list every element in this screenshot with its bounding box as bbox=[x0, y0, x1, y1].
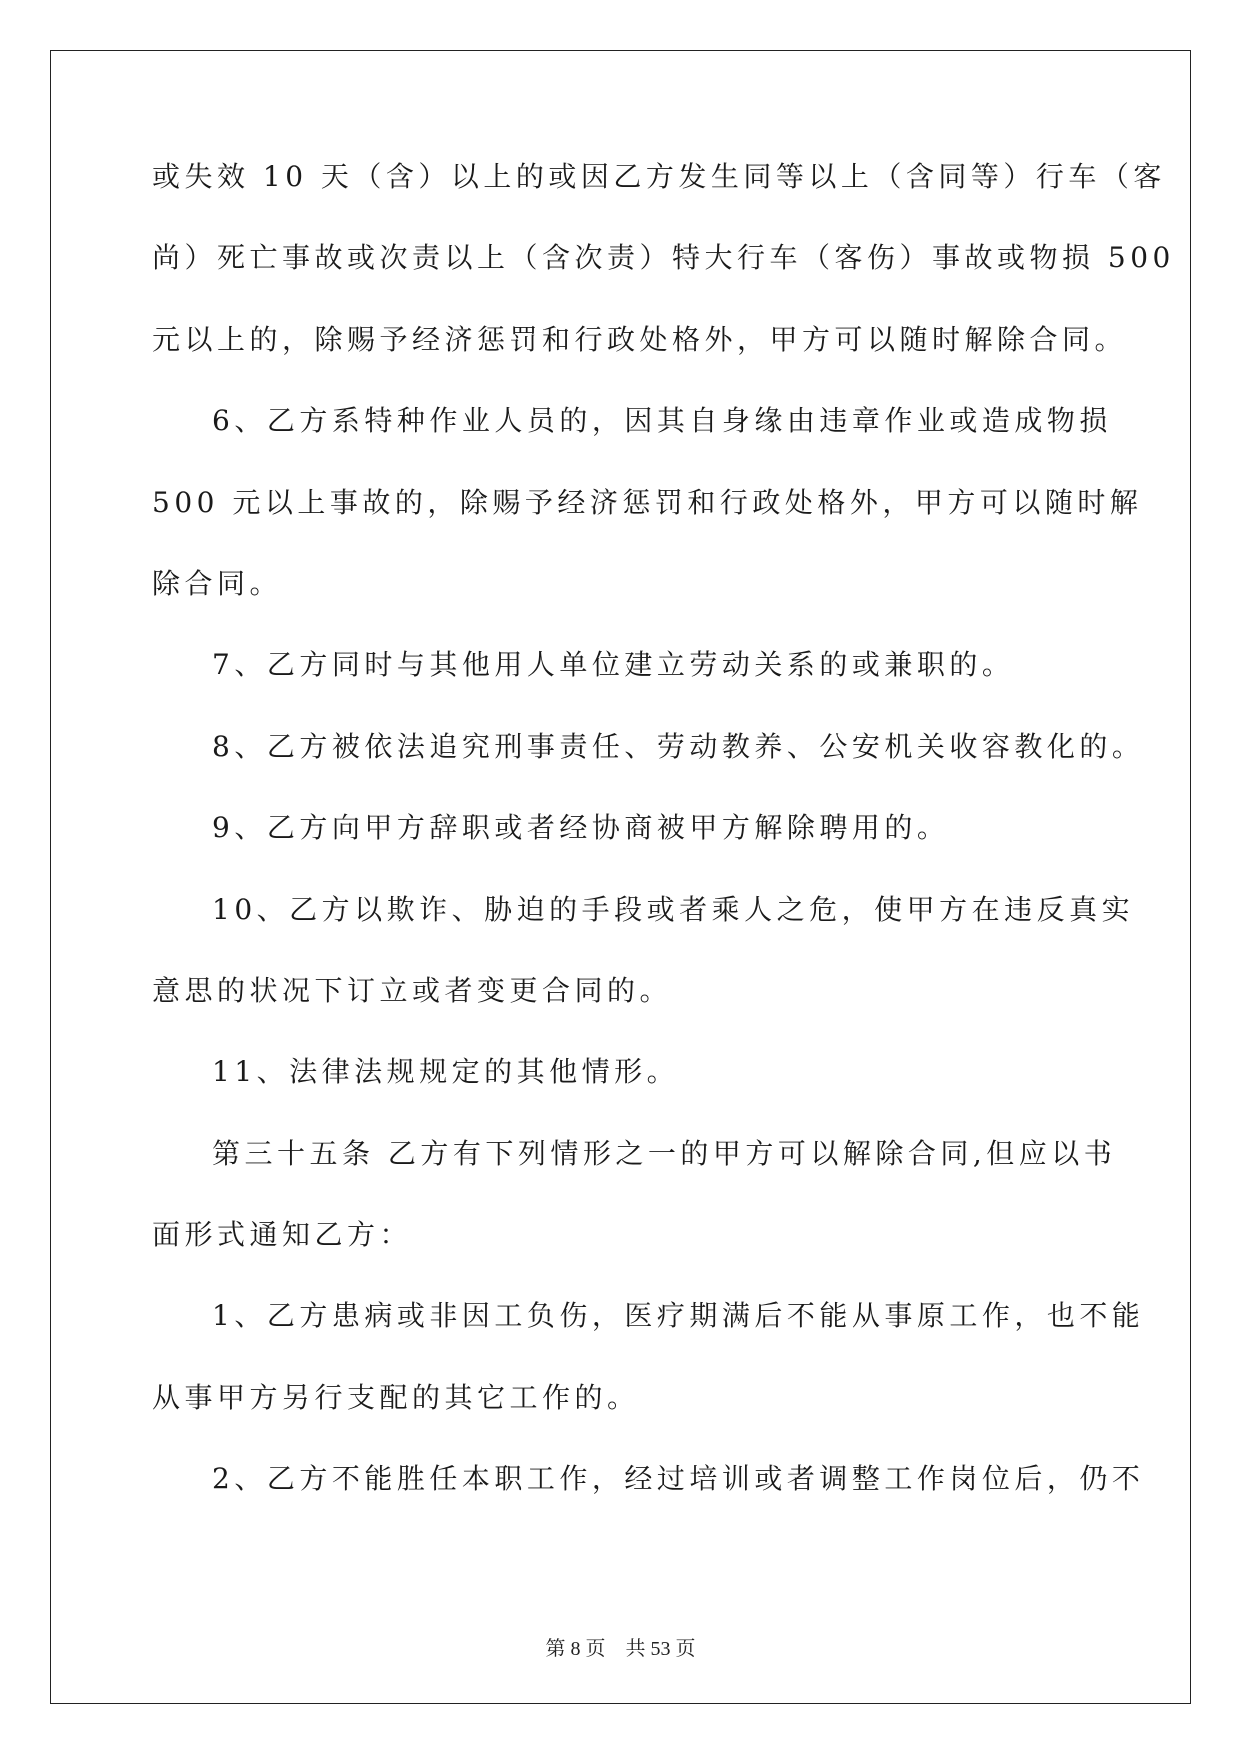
text-line: 意思的状况下订立或者变更合同的。 bbox=[152, 973, 673, 1007]
text-line: 面形式通知乙方： bbox=[152, 1218, 413, 1252]
text-line: 第三十五条 乙方有下列情形之一的甲方可以解除合同,但应以书 bbox=[212, 1136, 1117, 1170]
text-line: 9、乙方向甲方辞职或者经协商被甲方解除聘用的。 bbox=[212, 811, 950, 845]
text-line: 尚）死亡事故或次责以上（含次责）特大行车（客伤）事故或物损 500 bbox=[152, 241, 1175, 275]
text-line: 2、乙方不能胜任本职工作，经过培训或者调整工作岗位后，仍不 bbox=[212, 1462, 1145, 1496]
text-line: 8、乙方被依法追究刑事责任、劳动教养、公安机关收容教化的。 bbox=[212, 729, 1145, 763]
text-line: 500 元以上事故的，除赐予经济惩罚和行政处格外，甲方可以随时解 bbox=[152, 485, 1143, 519]
text-line: 6、乙方系特种作业人员的，因其自身缘由违章作业或造成物损 bbox=[212, 404, 1112, 438]
document-body bbox=[152, 160, 1175, 1546]
text-line: 1、乙方患病或非因工负伤，医疗期满后不能从事原工作，也不能 bbox=[212, 1299, 1145, 1333]
text-line: 元以上的，除赐予经济惩罚和行政处格外，甲方可以随时解除合同。 bbox=[152, 322, 1128, 356]
text-line: 11、法律法规规定的其他情形。 bbox=[212, 1055, 680, 1089]
text-line: 7、乙方同时与其他用人单位建立劳动关系的或兼职的。 bbox=[212, 648, 1015, 682]
text-line: 10、乙方以欺诈、胁迫的手段或者乘人之危，使甲方在违反真实 bbox=[212, 892, 1135, 926]
text-line: 或失效 10 天（含）以上的或因乙方发生同等以上（含同等）行车（客 bbox=[152, 160, 1166, 193]
page-number-footer: 第 8 页 共 53 页 bbox=[545, 1638, 696, 1660]
text-line: 除合同。 bbox=[152, 566, 283, 600]
text-line: 从事甲方另行支配的其它工作的。 bbox=[152, 1380, 640, 1414]
